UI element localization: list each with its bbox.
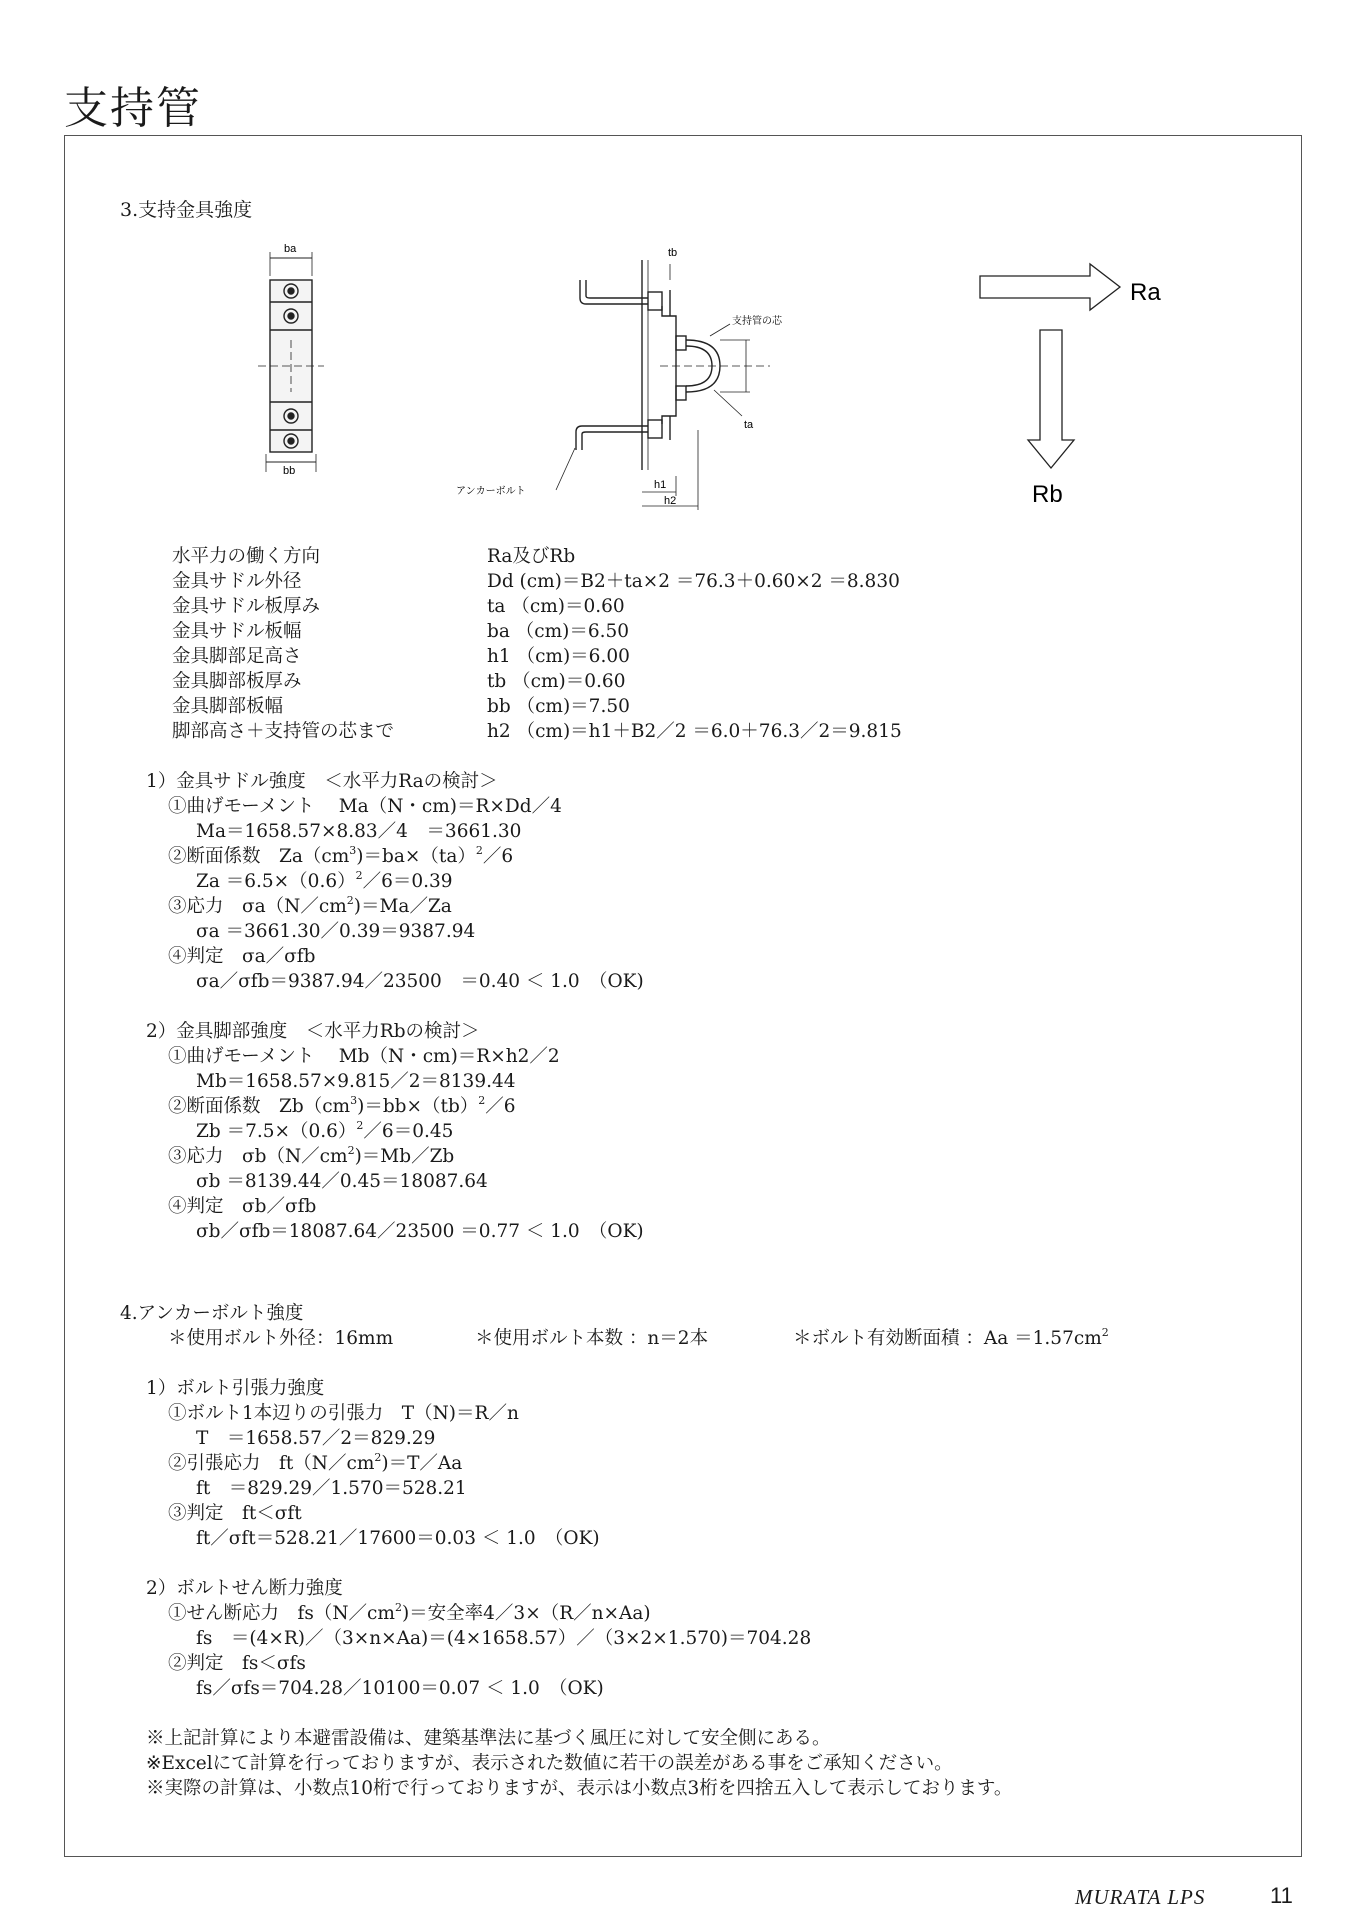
footer-brand: MURATA LPS <box>1075 1885 1206 1909</box>
calc-line: ②断面係数 $Za(cm^3)=ba\times(ta)^2/6$ <box>168 844 514 867</box>
section-4-heading: 4.アンカーボルト強度 <box>120 1303 304 1324</box>
param-name: 水平力の働く方向 <box>172 546 321 567</box>
param-value: h2 （cm)＝h1＋B2／2 ＝6.0＋76.3／2＝9.815 <box>487 721 902 742</box>
calc-line: T ＝1658.57／2＝829.29 <box>196 1428 436 1449</box>
param-name: 脚部高さ＋支持管の芯まで <box>172 721 395 742</box>
note: ※上記計算により本避雷設備は、建築基準法に基づく風圧に対して安全側にある。 <box>146 1728 831 1749</box>
page-number: 11 <box>1270 1883 1293 1908</box>
calc-line: $Za =6.5\times(0.6)^2/6=0.39$ <box>196 869 453 892</box>
param-name: 金具脚部足高さ <box>172 646 302 667</box>
param-name: 金具サドル板幅 <box>172 621 302 642</box>
calc-result: ft／σft＝528.21／17600＝0.03 ＜ 1.0 （OK) <box>196 1528 600 1549</box>
side-view <box>556 260 770 510</box>
param-name: 金具サドル板厚み <box>172 596 321 617</box>
calc-line: ③判定 ft＜σft <box>168 1503 302 1524</box>
param-value: tb （cm)＝0.60 <box>487 671 626 692</box>
bolt-spec-diameter: ＊使用ボルト外径：16mm <box>168 1328 394 1349</box>
calc-line: ④判定 σb／σfb <box>168 1196 317 1217</box>
calc-result: σb／σfb＝18087.64／23500 ＝0.77 ＜ 1.0 （OK) <box>196 1221 644 1242</box>
section-3-heading: 3.支持金具強度 <box>120 199 253 221</box>
label-bb: bb <box>283 465 296 477</box>
calc-line: σa ＝3661.30／0.39＝9387.94 <box>196 921 476 942</box>
param-name: 金具脚部板幅 <box>172 696 284 717</box>
calc-line: ②引張応力 $ft(N/cm^2)=T/Aa$ <box>168 1451 463 1474</box>
param-value: h1 （cm)＝6.00 <box>487 646 630 667</box>
label-ta: ta <box>744 419 754 431</box>
note: ※Excelにて計算を行っておりますが、表示された数値に若干の誤差がある事をご承知ください。 <box>146 1753 953 1774</box>
calc-line: ①ボルト1本辺りの引張力 T（N)＝R／n <box>168 1403 519 1424</box>
param-name: 金具サドル外径 <box>172 571 302 592</box>
calc-result: fs／σfs＝704.28／10100＝0.07 ＜ 1.0 （OK) <box>196 1678 604 1699</box>
bracket-diagram <box>250 240 1200 520</box>
param-value: ta （cm)＝0.60 <box>487 596 625 617</box>
calc-line: ①曲げモーメント Mb（N・cm)＝R×h2／2 <box>168 1046 560 1067</box>
bolt-spec-area: ＊ボルト有効断面積 ：$Aa =1.57cm^2$ <box>793 1326 1109 1349</box>
bolt-spec-count: ＊使用ボルト本数 ：n＝2本 <box>475 1328 709 1349</box>
sub-heading: 2）ボルトせん断力強度 <box>146 1578 343 1599</box>
sub-heading: 2）金具脚部強度 ＜水平力Rbの検討＞ <box>146 1021 480 1042</box>
page-title: 支持管 <box>64 83 202 134</box>
param-value: bb （cm)＝7.50 <box>487 696 630 717</box>
note: ※実際の計算は、小数点10桁で行っておりますが、表示は小数点3桁を四捨五入して表示しております。 <box>146 1778 1013 1799</box>
calc-line: ft ＝829.29／1.570＝528.21 <box>196 1478 467 1499</box>
calc-line: ④判定 σa／σfb <box>168 946 316 967</box>
calc-line: fs ＝(4×R)／（3×n×Aa)＝(4×1658.57）／（3×2×1.570)＝704.28 <box>196 1628 812 1649</box>
param-name: 金具脚部板厚み <box>172 671 302 692</box>
label-core: 支持管の芯 <box>732 316 782 327</box>
front-view <box>258 252 324 472</box>
calc-line: ③応力 $\sigma b(N/cm^2)=Mb/Zb$ <box>168 1144 455 1167</box>
param-value: Dd (cm)＝B2＋ta×2 ＝76.3＋0.60×2 ＝8.830 <box>487 571 900 592</box>
arrow-rb <box>1028 330 1074 468</box>
calc-result: σa／σfb＝9387.94／23500 ＝0.40 ＜ 1.0 （OK) <box>196 971 644 992</box>
calc-line: ③応力 $\sigma a(N/cm^2)=Ma/Za$ <box>168 894 452 917</box>
label-ba: ba <box>284 243 297 255</box>
label-rb: Rb <box>1032 481 1063 508</box>
label-anchor-bolt: アンカーボルト <box>456 486 526 497</box>
calc-line: ①曲げモーメント Ma（N・cm)＝R×Dd／4 <box>168 796 562 817</box>
label-ra: Ra <box>1130 279 1161 306</box>
calc-line: ②断面係数 $Zb(cm^3)=bb\times(tb)^2/6$ <box>168 1094 516 1117</box>
param-value: Ra及びRb <box>487 546 576 567</box>
calc-line: $Zb =7.5\times(0.6)^2/6=0.45$ <box>196 1119 454 1142</box>
label-h1: h1 <box>654 479 667 491</box>
label-tb: tb <box>668 247 678 259</box>
calc-line: Mb＝1658.57×9.815／2＝8139.44 <box>196 1071 516 1092</box>
calc-line: Ma＝1658.57×8.83／4 ＝3661.30 <box>196 821 522 842</box>
sub-heading: 1）金具サドル強度 ＜水平力Raの検討＞ <box>146 771 498 792</box>
param-value: ba （cm)＝6.50 <box>487 621 630 642</box>
calc-line: ②判定 fs＜σfs <box>168 1653 306 1674</box>
label-h2: h2 <box>664 495 677 507</box>
arrow-ra <box>980 264 1120 310</box>
calc-line: σb ＝8139.44／0.45＝18087.64 <box>196 1171 488 1192</box>
calc-line: ①せん断応力 $fs(N/cm^2)=$安全率4／3×（R／n×Aa) <box>168 1601 651 1624</box>
sub-heading: 1）ボルト引張力強度 <box>146 1378 325 1399</box>
